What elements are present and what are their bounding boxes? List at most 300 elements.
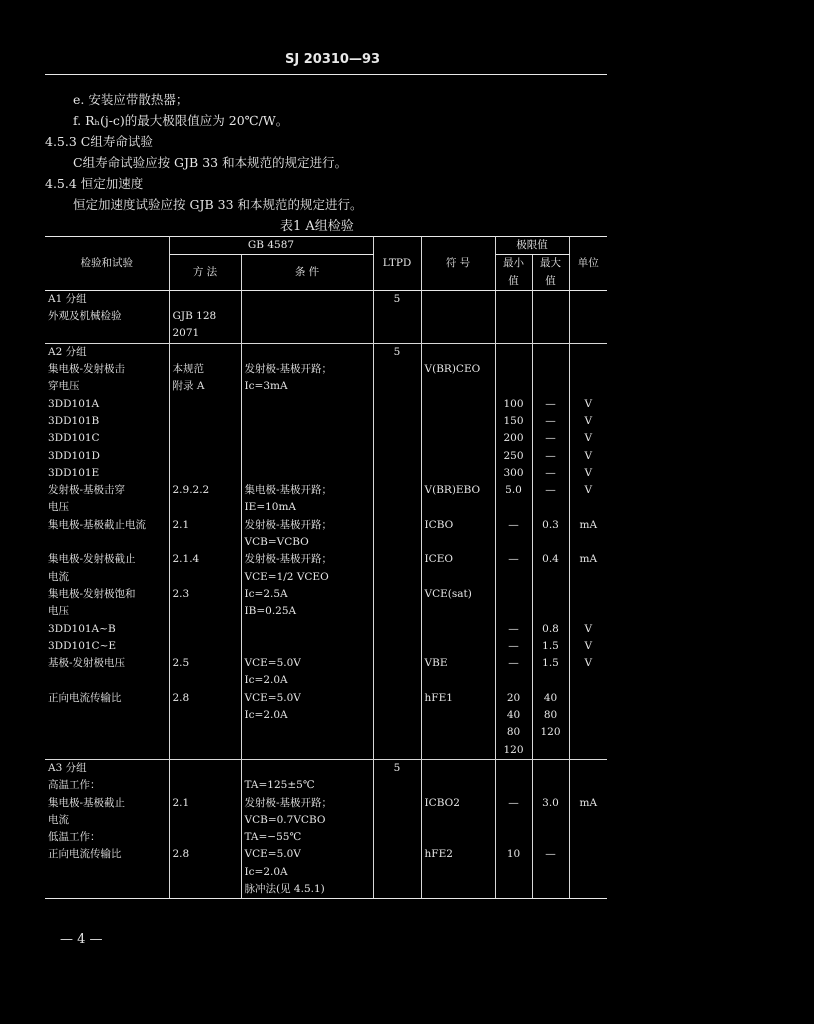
section-4-5-3-body: C组寿命试验应按 GJB 33 和本规范的规定进行。 <box>73 155 348 170</box>
cell-item <box>45 672 169 689</box>
cell-max: — <box>532 482 569 499</box>
cell-method <box>169 430 241 447</box>
cell-sym <box>421 864 495 881</box>
cell-sym <box>421 742 495 760</box>
cell-cond: VCE=1/2 VCEO <box>241 569 373 586</box>
table-row <box>45 621 607 638</box>
cell-ltpd <box>373 413 421 430</box>
cell-max <box>532 672 569 689</box>
cell-ltpd <box>373 465 421 482</box>
cell-item: 3DD101A~B <box>45 621 169 638</box>
cell-sym <box>421 465 495 482</box>
cell-method: 2.1.4 <box>169 551 241 568</box>
cell-min <box>495 499 532 516</box>
cell-method <box>169 396 241 413</box>
cell-ltpd <box>373 448 421 465</box>
document-code: SJ 20310—93 <box>285 52 381 67</box>
cell-unit: mA <box>569 551 607 568</box>
cell-cond <box>241 448 373 465</box>
cell-max <box>532 603 569 620</box>
cell-min: 40 <box>495 707 532 724</box>
cell-item: 基极-发射极电压 <box>45 655 169 672</box>
header-gb: GB 4587 <box>169 237 373 255</box>
cell-max: 3.0 <box>532 795 569 812</box>
cell-unit <box>569 499 607 516</box>
cell-method: GJB 128 <box>169 308 241 325</box>
cell-cond: VCB=0.7VCBO <box>241 812 373 829</box>
table-row <box>45 465 607 482</box>
table-row <box>45 707 607 724</box>
cell-sym <box>421 603 495 620</box>
cell-unit <box>569 672 607 689</box>
cell-item <box>45 742 169 760</box>
cell-min <box>495 829 532 846</box>
cell-method: 2.1 <box>169 517 241 534</box>
cell-ltpd: 5 <box>373 759 421 777</box>
table-row <box>45 864 607 881</box>
cell-unit <box>569 361 607 378</box>
table-row <box>45 325 607 343</box>
cell-max <box>532 881 569 899</box>
cell-item: 正向电流传输比 <box>45 846 169 863</box>
cell-sym <box>421 290 495 308</box>
cell-min <box>495 343 532 361</box>
cell-cond: IE=10mA <box>241 499 373 516</box>
cell-cond: 发射极-基极开路； <box>241 517 373 534</box>
cell-max: — <box>532 465 569 482</box>
cell-unit <box>569 378 607 395</box>
cell-method <box>169 499 241 516</box>
cell-min <box>495 569 532 586</box>
cell-method <box>169 465 241 482</box>
cell-unit <box>569 777 607 794</box>
cell-sym <box>421 829 495 846</box>
cell-item: 3DD101C <box>45 430 169 447</box>
cell-unit: V <box>569 413 607 430</box>
cell-sym: VBE <box>421 655 495 672</box>
cell-max <box>532 742 569 760</box>
cell-item <box>45 864 169 881</box>
cell-method: 2.9.2.2 <box>169 482 241 499</box>
cell-sym <box>421 499 495 516</box>
cell-sym <box>421 881 495 899</box>
cell-cond: Ic=2.0A <box>241 864 373 881</box>
cell-unit <box>569 308 607 325</box>
cell-max <box>532 759 569 777</box>
page-number: — 4 — <box>60 932 103 947</box>
header-limit: 极限值 <box>495 237 569 255</box>
cell-method: 2.8 <box>169 846 241 863</box>
table-row <box>45 724 607 741</box>
cell-item: A1 分组 <box>45 290 169 308</box>
cell-sym <box>421 396 495 413</box>
cell-ltpd <box>373 881 421 899</box>
header-max: 最大值 <box>532 255 569 291</box>
cell-max: 1.5 <box>532 655 569 672</box>
cell-unit <box>569 534 607 551</box>
cell-max <box>532 361 569 378</box>
cell-cond: VCE=5.0V <box>241 655 373 672</box>
header-symbol: 符 号 <box>421 237 495 291</box>
cell-method: 2.1 <box>169 795 241 812</box>
cell-ltpd <box>373 621 421 638</box>
header-item: 检验和试验 <box>45 237 169 291</box>
cell-min: 20 <box>495 690 532 707</box>
cell-method: 2.8 <box>169 690 241 707</box>
cell-max: 120 <box>532 724 569 741</box>
cell-min: 120 <box>495 742 532 760</box>
cell-min <box>495 603 532 620</box>
cell-unit: V <box>569 396 607 413</box>
cell-sym <box>421 378 495 395</box>
cell-min <box>495 881 532 899</box>
cell-cond <box>241 621 373 638</box>
cell-ltpd <box>373 655 421 672</box>
cell-method: 2.3 <box>169 586 241 603</box>
cell-min <box>495 325 532 343</box>
cell-method <box>169 724 241 741</box>
cell-sym <box>421 569 495 586</box>
cell-ltpd <box>373 638 421 655</box>
cell-unit: V <box>569 465 607 482</box>
table-row <box>45 448 607 465</box>
cell-unit <box>569 325 607 343</box>
cell-min <box>495 759 532 777</box>
table-row <box>45 690 607 707</box>
cell-cond <box>241 430 373 447</box>
cell-ltpd <box>373 569 421 586</box>
cell-method <box>169 777 241 794</box>
cell-ltpd <box>373 777 421 794</box>
cell-sym: hFE1 <box>421 690 495 707</box>
cell-unit <box>569 829 607 846</box>
cell-min: 80 <box>495 724 532 741</box>
cell-max <box>532 343 569 361</box>
cell-min: 10 <box>495 846 532 863</box>
cell-item: 3DD101B <box>45 413 169 430</box>
cell-max: 40 <box>532 690 569 707</box>
cell-cond <box>241 759 373 777</box>
cell-max <box>532 499 569 516</box>
cell-min <box>495 534 532 551</box>
cell-unit <box>569 759 607 777</box>
cell-cond <box>241 465 373 482</box>
cell-min <box>495 378 532 395</box>
cell-item: 集电极-基极截止电流 <box>45 517 169 534</box>
cell-cond <box>241 638 373 655</box>
cell-min: 200 <box>495 430 532 447</box>
cell-max <box>532 325 569 343</box>
cell-ltpd <box>373 499 421 516</box>
cell-max: 80 <box>532 707 569 724</box>
cell-sym <box>421 534 495 551</box>
cell-cond: Ic=2.0A <box>241 672 373 689</box>
cell-sym <box>421 759 495 777</box>
cell-unit <box>569 742 607 760</box>
table-row <box>45 603 607 620</box>
cell-ltpd <box>373 603 421 620</box>
cell-unit <box>569 812 607 829</box>
cell-method <box>169 742 241 760</box>
cell-max <box>532 569 569 586</box>
cell-cond: VCE=5.0V <box>241 690 373 707</box>
line-e: e. 安装应带散热器； <box>73 92 189 107</box>
cell-method <box>169 413 241 430</box>
cell-min: — <box>495 638 532 655</box>
cell-item: 3DD101C~E <box>45 638 169 655</box>
cell-item <box>45 534 169 551</box>
cell-min: — <box>495 621 532 638</box>
cell-item: 穿电压 <box>45 378 169 395</box>
cell-max: 0.3 <box>532 517 569 534</box>
table-row <box>45 846 607 863</box>
cell-sym <box>421 448 495 465</box>
cell-ltpd <box>373 829 421 846</box>
cell-sym: V(BR)EBO <box>421 482 495 499</box>
cell-unit <box>569 724 607 741</box>
cell-item: 集电极-基极截止 <box>45 795 169 812</box>
cell-ltpd <box>373 795 421 812</box>
cell-sym: hFE2 <box>421 846 495 863</box>
table-row <box>45 413 607 430</box>
cell-min <box>495 308 532 325</box>
cell-min <box>495 672 532 689</box>
cell-item: 集电极-发射极击 <box>45 361 169 378</box>
cell-min: — <box>495 655 532 672</box>
cell-ltpd <box>373 325 421 343</box>
cell-sym <box>421 343 495 361</box>
cell-method <box>169 812 241 829</box>
table-row <box>45 829 607 846</box>
table-row <box>45 482 607 499</box>
cell-cond <box>241 343 373 361</box>
table-row <box>45 586 607 603</box>
cell-method: 附录 A <box>169 378 241 395</box>
cell-item: 电压 <box>45 499 169 516</box>
cell-ltpd <box>373 742 421 760</box>
cell-item <box>45 881 169 899</box>
cell-method <box>169 448 241 465</box>
cell-unit <box>569 846 607 863</box>
cell-sym <box>421 812 495 829</box>
line-f: f. Rₕ(j-c)的最大极限值应为 20℃/W。 <box>73 113 289 128</box>
cell-sym <box>421 672 495 689</box>
cell-max: — <box>532 396 569 413</box>
cell-max <box>532 864 569 881</box>
cell-cond: IB=0.25A <box>241 603 373 620</box>
cell-cond: 脉冲法(见 4.5.1) <box>241 881 373 899</box>
cell-cond: 发射极-基极开路； <box>241 795 373 812</box>
cell-cond <box>241 308 373 325</box>
table-row <box>45 569 607 586</box>
cell-max: — <box>532 430 569 447</box>
cell-ltpd <box>373 846 421 863</box>
table-row <box>45 655 607 672</box>
cell-max: — <box>532 846 569 863</box>
cell-unit: V <box>569 621 607 638</box>
header-condition: 条 件 <box>241 255 373 291</box>
table-title: 表1 A组检验 <box>280 219 354 234</box>
cell-item: 低温工作： <box>45 829 169 846</box>
cell-cond: TA=−55℃ <box>241 829 373 846</box>
cell-unit <box>569 690 607 707</box>
cell-min <box>495 777 532 794</box>
section-4-5-4: 4.5.4 恒定加速度 <box>45 176 144 191</box>
cell-cond: TA=125±5℃ <box>241 777 373 794</box>
cell-unit: V <box>569 655 607 672</box>
cell-max <box>532 812 569 829</box>
cell-unit: V <box>569 638 607 655</box>
cell-unit: V <box>569 448 607 465</box>
cell-cond <box>241 325 373 343</box>
cell-min <box>495 586 532 603</box>
cell-item <box>45 325 169 343</box>
table-row <box>45 672 607 689</box>
cell-min <box>495 361 532 378</box>
cell-cond <box>241 724 373 741</box>
cell-ltpd <box>373 551 421 568</box>
cell-item: 高温工作： <box>45 777 169 794</box>
cell-unit <box>569 343 607 361</box>
cell-cond <box>241 396 373 413</box>
cell-cond: 发射极-基极开路； <box>241 551 373 568</box>
table-row <box>45 361 607 378</box>
cell-method: 2.5 <box>169 655 241 672</box>
header-ltpd: LTPD <box>373 237 421 291</box>
cell-ltpd <box>373 517 421 534</box>
cell-sym <box>421 707 495 724</box>
cell-sym <box>421 724 495 741</box>
cell-method <box>169 864 241 881</box>
cell-ltpd <box>373 534 421 551</box>
cell-cond: 集电极-基极开路； <box>241 482 373 499</box>
table-row <box>45 881 607 899</box>
cell-min: 150 <box>495 413 532 430</box>
cell-cond: VCE=5.0V <box>241 846 373 863</box>
cell-ltpd: 5 <box>373 343 421 361</box>
cell-method <box>169 290 241 308</box>
cell-item <box>45 724 169 741</box>
cell-ltpd <box>373 690 421 707</box>
cell-unit <box>569 586 607 603</box>
table-row <box>45 499 607 516</box>
header-method: 方 法 <box>169 255 241 291</box>
table-row <box>45 638 607 655</box>
cell-sym <box>421 430 495 447</box>
cell-item: 集电极-发射极截止 <box>45 551 169 568</box>
cell-method <box>169 759 241 777</box>
cell-sym <box>421 777 495 794</box>
cell-method <box>169 707 241 724</box>
cell-max: — <box>532 413 569 430</box>
cell-item: 3DD101E <box>45 465 169 482</box>
table-row <box>45 812 607 829</box>
table-row <box>45 517 607 534</box>
cell-sym <box>421 413 495 430</box>
cell-min: 250 <box>495 448 532 465</box>
cell-max <box>532 829 569 846</box>
cell-ltpd <box>373 378 421 395</box>
cell-sym: ICBO <box>421 517 495 534</box>
cell-ltpd <box>373 308 421 325</box>
cell-min: — <box>495 795 532 812</box>
cell-min: — <box>495 551 532 568</box>
cell-max: — <box>532 448 569 465</box>
cell-item: 正向电流传输比 <box>45 690 169 707</box>
cell-max: 0.4 <box>532 551 569 568</box>
section-4-5-4-body: 恒定加速度试验应按 GJB 33 和本规范的规定进行。 <box>73 197 363 212</box>
cell-cond: Ic=3mA <box>241 378 373 395</box>
section-4-5-3: 4.5.3 C组寿命试验 <box>45 134 153 149</box>
cell-sym: V(BR)CEO <box>421 361 495 378</box>
cell-min <box>495 812 532 829</box>
cell-item: A3 分组 <box>45 759 169 777</box>
cell-ltpd <box>373 482 421 499</box>
cell-max <box>532 777 569 794</box>
cell-ltpd <box>373 586 421 603</box>
cell-ltpd <box>373 430 421 447</box>
table-row <box>45 551 607 568</box>
cell-cond <box>241 742 373 760</box>
cell-unit <box>569 603 607 620</box>
cell-sym: ICBO2 <box>421 795 495 812</box>
cell-method <box>169 343 241 361</box>
cell-method: 本规范 <box>169 361 241 378</box>
cell-cond: VCB=VCBO <box>241 534 373 551</box>
cell-item <box>45 707 169 724</box>
table-row <box>45 290 607 308</box>
cell-unit <box>569 707 607 724</box>
cell-max <box>532 308 569 325</box>
cell-sym <box>421 638 495 655</box>
cell-ltpd <box>373 707 421 724</box>
cell-sym <box>421 308 495 325</box>
table-row <box>45 343 607 361</box>
cell-method <box>169 881 241 899</box>
cell-unit <box>569 290 607 308</box>
cell-sym <box>421 621 495 638</box>
cell-max: 1.5 <box>532 638 569 655</box>
cell-min: 300 <box>495 465 532 482</box>
cell-ltpd: 5 <box>373 290 421 308</box>
cell-item: A2 分组 <box>45 343 169 361</box>
table-row <box>45 308 607 325</box>
cell-item: 电流 <box>45 569 169 586</box>
table-row <box>45 742 607 760</box>
cell-item: 电流 <box>45 812 169 829</box>
cell-sym: VCE(sat) <box>421 586 495 603</box>
cell-max <box>532 378 569 395</box>
cell-ltpd <box>373 864 421 881</box>
cell-min: — <box>495 517 532 534</box>
cell-item: 发射极-基极击穿 <box>45 482 169 499</box>
cell-cond: Ic=2.5A <box>241 586 373 603</box>
cell-method <box>169 603 241 620</box>
cell-method <box>169 829 241 846</box>
table-row <box>45 396 607 413</box>
cell-item: 3DD101A <box>45 396 169 413</box>
cell-method <box>169 621 241 638</box>
cell-method <box>169 638 241 655</box>
table-row <box>45 534 607 551</box>
cell-max: 0.8 <box>532 621 569 638</box>
cell-max <box>532 586 569 603</box>
cell-max <box>532 290 569 308</box>
cell-sym: ICEO <box>421 551 495 568</box>
table-row <box>45 759 607 777</box>
cell-item: 外观及机械检验 <box>45 308 169 325</box>
table-row <box>45 430 607 447</box>
